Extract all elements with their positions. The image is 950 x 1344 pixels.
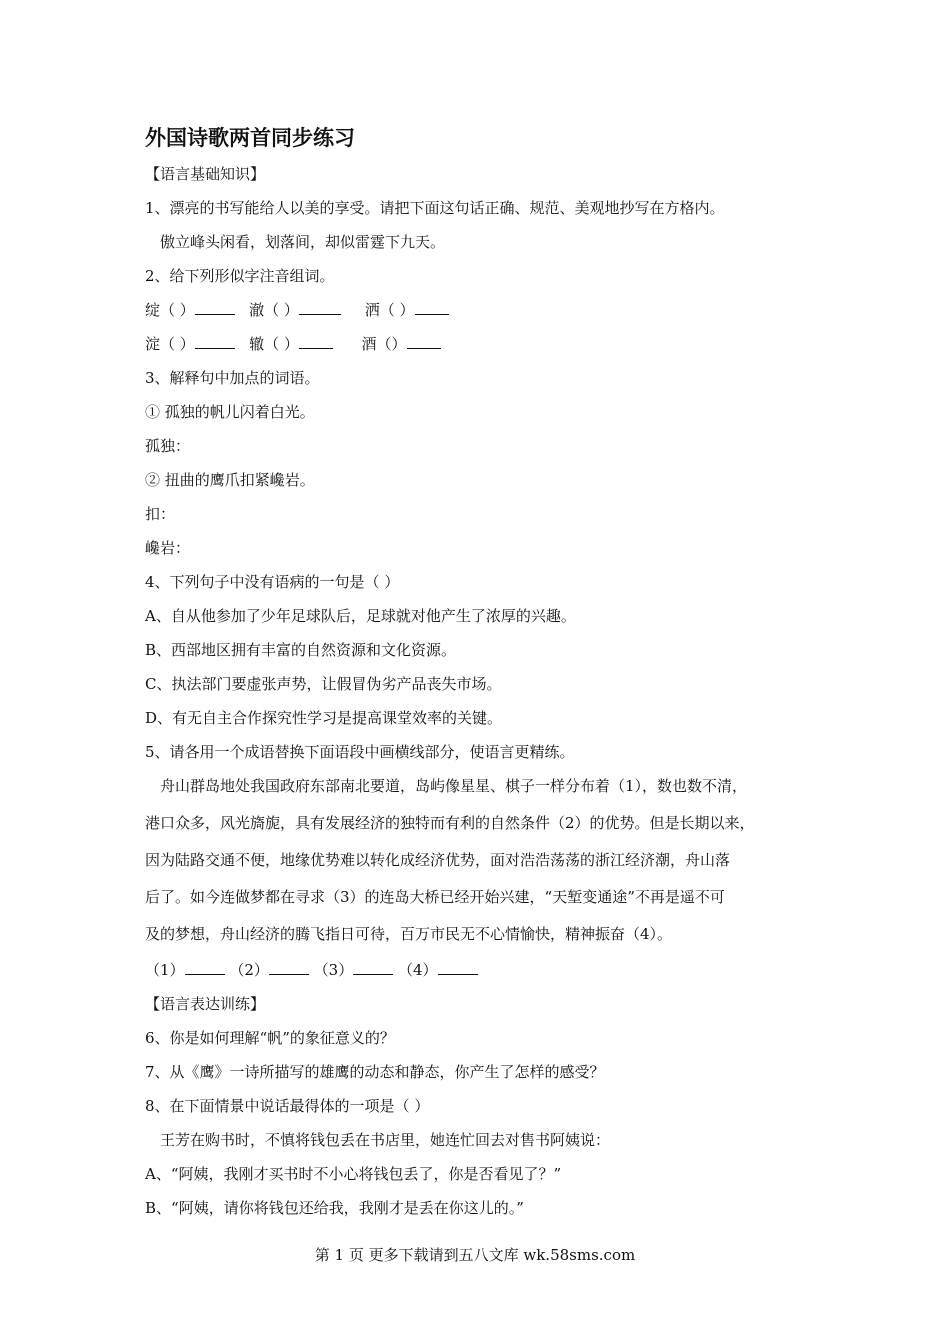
answer-blank[interactable]: [195, 334, 235, 349]
question-4-option-b: B、西部地区拥有丰富的自然资源和文化资源。: [145, 641, 457, 659]
answer-blank[interactable]: [185, 960, 225, 975]
blank-label: （2）: [229, 961, 269, 979]
answer-blank[interactable]: [299, 334, 333, 349]
question-5-passage-line: 及的梦想，舟山经济的腾飞指日可待，百万市民无不心情愉快，精神振奋（4）。: [145, 925, 673, 943]
char-item: 澈（ ）: [249, 301, 299, 319]
answer-blank[interactable]: [269, 960, 309, 975]
question-3-item-1: ① 孤独的帆儿闪着白光。: [145, 403, 315, 421]
question-5-passage-line: 因为陆路交通不便，地缘优势难以转化成经济优势，面对浩浩荡荡的浙江经济潮，舟山落: [145, 851, 731, 869]
question-5-passage-line: 港口众多，风光旖旎，具有发展经济的独特而有利的自然条件（2）的优势。但是长期以来，: [145, 814, 755, 832]
question-4-option-c: C、执法部门要虚张声势，让假冒伪劣产品丧失市场。: [145, 675, 502, 693]
question-5-answer-blanks: [145, 960, 478, 980]
section-heading-expression: 【语言表达训练】: [145, 995, 266, 1013]
section-heading-basic: 【语言基础知识】: [145, 165, 266, 183]
question-4-option-a: A、自从他参加了少年足球队后，足球就对他产生了浓厚的兴趣。: [145, 607, 576, 625]
char-item: 淀（ ）: [145, 335, 195, 353]
question-2-row-1: [145, 300, 449, 320]
blank-label: （3）: [313, 961, 354, 979]
question-3-word-2: 扣：: [145, 505, 176, 523]
answer-blank[interactable]: [299, 300, 341, 315]
question-8-context: 王芳在购书时，不慎将钱包丢在书店里，她连忙回去对售书阿姨说：: [160, 1131, 611, 1149]
question-7-prompt: 7、从《鹰》一诗所描写的雄鹰的动态和静态，你产生了怎样的感受？: [145, 1063, 605, 1081]
question-3-word-1: 孤独：: [145, 437, 191, 455]
question-4-option-d: D、有无自主合作探究性学习是提高课堂效率的关键。: [145, 709, 503, 727]
blank-label: （1）: [145, 961, 185, 979]
question-5-prompt: 5、请各用一个成语替换下面语段中画横线部分，使语言更精练。: [145, 743, 575, 761]
page-title: 外国诗歌两首同步练习: [145, 125, 355, 150]
question-3-word-3: 巉岩：: [145, 539, 191, 557]
question-4-prompt: 4、下列句子中没有语病的一句是（ ）: [145, 573, 400, 591]
char-item: 洒（ ）: [364, 301, 415, 319]
question-2-prompt: 2、给下列形似字注音组词。: [145, 267, 335, 285]
answer-blank[interactable]: [195, 300, 235, 315]
question-5-passage-line: 后了。如今连做梦都在寻求（3）的连岛大桥已经开始兴建，“天堑变通途”不再是遥不可: [145, 888, 725, 906]
char-item: 酒（）: [361, 335, 407, 353]
question-3-item-2: ② 扭曲的鹰爪扣紧巉岩。: [145, 471, 315, 489]
question-5-passage-line: 舟山群岛地处我国政府东部南北要道，岛屿像星星、棋子一样分布着（1），数也数不清，: [160, 777, 748, 795]
question-1-prompt: 1、漂亮的书写能给人以美的享受。请把下面这句话正确、规范、美观地抄写在方格内。: [145, 199, 725, 217]
question-1-sentence: 傲立峰头闲看，划落间，却似雷霆下九天。: [160, 233, 446, 251]
question-8-option-b: B、“阿姨，请你将钱包还给我，我刚才是丢在你这儿的。”: [145, 1199, 524, 1217]
answer-blank[interactable]: [407, 334, 441, 349]
char-item: 绽（ ）: [145, 301, 195, 319]
char-item: 辙（ ）: [249, 335, 299, 353]
question-8-prompt: 8、在下面情景中说话最得体的一项是（ ）: [145, 1097, 430, 1115]
answer-blank[interactable]: [438, 960, 478, 975]
answer-blank[interactable]: [353, 960, 393, 975]
answer-blank[interactable]: [415, 300, 449, 315]
page-footer: 第 1 页 更多下载请到五八文库 wk.58sms.com: [314, 1246, 636, 1264]
question-2-row-2: [145, 334, 441, 354]
question-6-prompt: 6、你是如何理解“帆”的象征意义的？: [145, 1029, 395, 1047]
question-3-prompt: 3、解释句中加点的词语。: [145, 369, 320, 387]
blank-label: （4）: [397, 961, 438, 979]
question-8-option-a: A、“阿姨，我刚才买书时不小心将钱包丢了，你是否看见了？”: [145, 1165, 562, 1183]
